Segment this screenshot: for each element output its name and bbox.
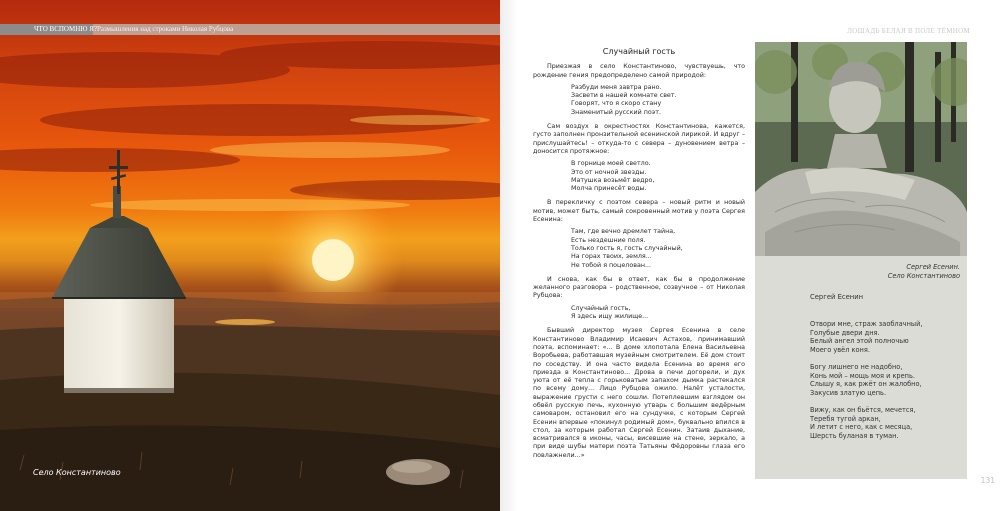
poem-line: Моего увёл коня.	[810, 345, 870, 354]
verse-line: Случайный гость,	[571, 304, 631, 312]
photo-caption	[888, 263, 960, 280]
verse-quote	[533, 160, 745, 193]
verse-quote	[533, 228, 745, 269]
poem-line: Закусив златую цепь.	[810, 388, 887, 397]
verse-quote	[533, 305, 745, 322]
paragraph: Приезжая в село Константиново, чувствуешь, что рождение гения предопределено самой природой:	[533, 63, 745, 79]
page-number: 131	[980, 476, 995, 485]
paragraph: Бывший директор музея Сергея Есенина в селе Константиново Владимир Исаевич Астахов, принимавший поэта, вспоминает: «... В доме хлопотала Елена Васильевна Воробьева, работавшая музейным смотрителем. Её дом стоит по соседству. И она часто видела Есенина во время его приезда в Константиново... Дрова в печи догорели, и дух уюта от её тепла с горьковатым запахом дымка растекался по всему дому... Лицо Рубцова ожило. Налёт усталости, выражение грусти с него сошли. Потеплевшим взглядом он обвёл русскую печь, кухонную утварь с большим ведёрным самоваром, остановил его на сундучке, с которым Сергей Есенин впервые «покинул родимый дом», буквально впился в стол, за которым работал Сергей Есенин. Затаив дыхание, всматривался в иконы, часы, висевшие на стене, зеркало, а при виде шубы матери поэта Татьяны Фёдоровны глаза его повлажнели...»	[533, 327, 745, 459]
paragraph: Сам воздух в окрестностях Константинова, кажется, густо заполнен пронзительной есенинской лирикой. И вдруг – прислушайтесь! – откуда-то с севера – дуновением ветра – доносится протяжное:	[533, 123, 745, 155]
verse-line: Говорят, что я скоро стану	[571, 100, 662, 108]
verse-line: Там, где вечно дремлет тайна,	[571, 228, 676, 236]
stanza	[810, 406, 922, 440]
sun	[312, 239, 354, 281]
paragraph: В перекличку с поэтом севера – новый ритм и новый мотив, может быть, самый сокровенный мотив у поэта Сергея Есенина:	[533, 199, 745, 224]
poem-author: Сергей Есенин	[810, 293, 864, 301]
verse-line: Знаменитый русский поэт.	[571, 108, 661, 116]
chapter-tab: ЧТО ВСПОМНЮ Я?	[0, 24, 93, 35]
paragraph: И снова, как бы в ответ, как бы в продолжение желанного разговора – родственное, созвучное – от Николая Рубцова:	[533, 275, 745, 300]
article-title: Случайный гость	[602, 47, 676, 56]
verse-line: В горнице моей светло.	[571, 160, 651, 168]
verse-line: Только гость я, гость случайный,	[571, 244, 683, 252]
monument-photo	[755, 42, 967, 256]
chapel	[52, 150, 186, 393]
gutter-shade	[500, 0, 518, 511]
verse-line: Есть нездешние поля.	[571, 236, 646, 244]
verse-line: На горах твоих, земля...	[571, 253, 652, 261]
verse-line: Не тобой я поцелован...	[571, 261, 652, 269]
poem-line: Шерсть буланая в туман.	[810, 431, 899, 440]
verse-line: Молча принесёт воды.	[571, 185, 647, 193]
verse-line: Я здесь ищу жилище...	[571, 313, 649, 321]
verse-line: Засвети в нашей комнате свет.	[571, 92, 677, 100]
verse-line: Матушка возьмёт ведро,	[571, 176, 655, 184]
verse-quote	[533, 84, 745, 117]
poem-line: Теребя тугой аркан,	[810, 414, 881, 423]
photo-caption: Село Константиново	[33, 468, 121, 477]
caption-line: Сергей Есенин.	[906, 263, 960, 271]
running-header-strip	[0, 24, 500, 35]
poem-line: Голубые двери дня.	[810, 328, 880, 337]
chapter-subtitle: Размышления над строками Николая Рубцова	[97, 25, 234, 33]
sidebar-panel	[755, 42, 967, 479]
stanza	[810, 363, 922, 397]
caption-line: Село Константиново	[887, 271, 960, 280]
running-head: ЛОШАДЬ БЕЛАЯ В ПОЛЕ ТЁМНОМ	[847, 27, 970, 35]
poem-line: Вижу, как он бьётся, мечется,	[810, 405, 916, 414]
verse-line: Разбуди меня завтра рано.	[571, 83, 662, 91]
verse-line: Это от ночной звезды.	[571, 168, 647, 176]
poem	[810, 320, 922, 449]
stanza	[810, 320, 922, 354]
poem-line: Отвори мне, страж заоблачный,	[810, 320, 923, 328]
poem-line: Богу лишнего не надобно,	[810, 362, 903, 371]
poem-line: И летит с него, как с месяца,	[810, 423, 913, 432]
poem-line: Слышу я, как ржёт он жалобно,	[810, 380, 922, 389]
poem-line: Белый ангел этой полночью	[810, 337, 909, 346]
poem-line: Конь мой – мощь моя и крепь.	[810, 371, 915, 380]
article	[533, 48, 745, 464]
